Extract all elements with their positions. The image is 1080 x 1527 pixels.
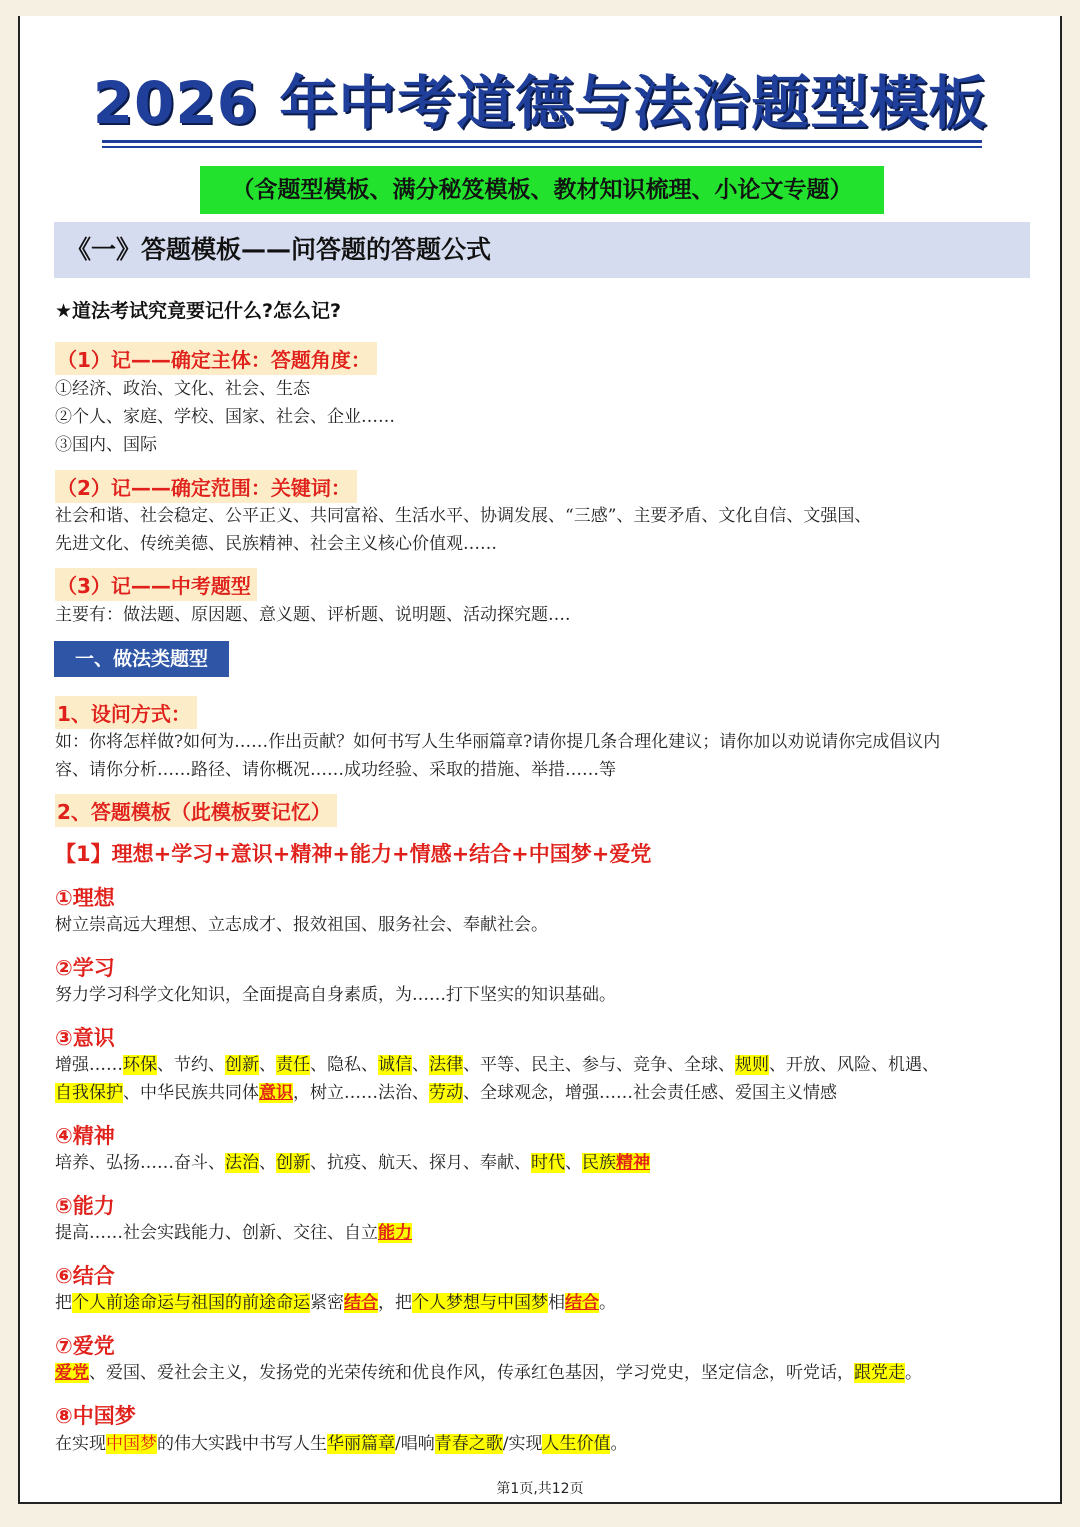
item-xuexi-head: ②学习 bbox=[55, 956, 115, 980]
text-seg: 、抗疫、航天、探月、奉献、 bbox=[310, 1153, 531, 1173]
item-zhongguomeng-line bbox=[55, 1430, 627, 1458]
item-yishi-head: ③意识 bbox=[55, 1026, 115, 1050]
text-seg: ，树立……法治、 bbox=[293, 1083, 429, 1103]
highlight-seg: 华丽篇章 bbox=[327, 1434, 395, 1454]
title-underline-2 bbox=[102, 146, 982, 148]
text-seg: 相 bbox=[548, 1293, 565, 1313]
page-footer: 第1页,共12页 bbox=[496, 1481, 584, 1497]
text-seg: /唱响 bbox=[395, 1434, 435, 1454]
p2-line-1: 社会和谐、社会稳定、公平正义、共同富裕、生活水平、协调发展、“三感”、主要矛盾、文化自信、文强国、 bbox=[55, 506, 872, 526]
text-seg: 、 bbox=[259, 1153, 276, 1173]
item-lixiang-head: ①理想 bbox=[55, 886, 115, 910]
ask-heading: 1、设问方式： bbox=[55, 696, 197, 729]
text-seg: 、平等、民主、参与、竞争、全球、 bbox=[463, 1055, 735, 1075]
item-jingshen-line bbox=[55, 1149, 650, 1177]
p1-line-1: ①经济、政治、文化、社会、生态 bbox=[55, 379, 310, 399]
text-seg: ，把 bbox=[378, 1293, 412, 1313]
item-jiehe-head: ⑥结合 bbox=[55, 1264, 115, 1288]
item-jiehe-line bbox=[55, 1289, 616, 1317]
text-seg: 。 bbox=[610, 1434, 628, 1454]
text-seg: 、 bbox=[259, 1055, 276, 1075]
p1-heading-wrap bbox=[55, 342, 377, 375]
item-lixiang-text: 树立崇高远大理想、立志成才、报效祖国、服务社会、奉献社会。 bbox=[55, 915, 548, 935]
p3-heading: （3）记——中考题型 bbox=[55, 568, 257, 601]
red-highlight-seg: 能力 bbox=[378, 1223, 412, 1243]
tpl-heading-wrap bbox=[55, 794, 337, 827]
text-seg: 、节约、 bbox=[157, 1055, 225, 1075]
text-seg: /实现 bbox=[502, 1434, 543, 1454]
highlight-seg: 青春之歌 bbox=[434, 1434, 503, 1454]
highlight-seg: 时代 bbox=[531, 1153, 565, 1173]
highlight-seg: 中国梦 bbox=[106, 1434, 157, 1454]
p2-heading-wrap bbox=[55, 470, 357, 503]
red-highlight-seg: 爱党 bbox=[55, 1363, 89, 1383]
section-banner: 《一》答题模板——问答题的答题公式 bbox=[54, 222, 1030, 278]
p1-heading: （1）记——确定主体：答题角度： bbox=[55, 342, 377, 375]
page-title: 2026 年中考道德与法治题型模板 bbox=[92, 69, 988, 137]
question-type-tag: 一、做法类题型 bbox=[54, 641, 229, 677]
p3-line: 主要有：做法题、原因题、意义题、评析题、说明题、活动探究题…. bbox=[55, 605, 571, 625]
subtitle-banner: （含题型模板、满分秘笈模板、教材知识梳理、小论文专题） bbox=[200, 166, 884, 214]
ask-line-1: 如：你将怎样做?如何为……作出贡献？如何书写人生华丽篇章?请你提几条合理化建议；请你加以劝说请你完成倡议内 bbox=[55, 732, 941, 752]
highlight-seg: 创新 bbox=[276, 1153, 310, 1173]
item-aidang-head: ⑦爱党 bbox=[55, 1334, 115, 1358]
item-zhongguomeng-head: ⑧中国梦 bbox=[55, 1404, 136, 1428]
highlight-seg: 法治 bbox=[225, 1153, 259, 1173]
red-highlight-seg: 结合 bbox=[565, 1293, 599, 1313]
ask-line-2: 容、请你分析……路径、请你概况……成功经验、采取的措施、举措……等 bbox=[55, 760, 616, 780]
document-page bbox=[18, 16, 1062, 1504]
p3-heading-wrap bbox=[55, 568, 257, 601]
text-seg: 、 bbox=[412, 1055, 429, 1075]
item-yishi-line-1 bbox=[55, 1051, 939, 1079]
text-seg: 把 bbox=[55, 1293, 72, 1313]
item-aidang-line bbox=[55, 1359, 922, 1387]
text-seg: 、全球观念，增强……社会责任感、爱国主义情感 bbox=[463, 1083, 837, 1103]
item-nengli-line bbox=[55, 1219, 412, 1247]
text-seg: 、 bbox=[565, 1153, 582, 1173]
highlight-seg: 劳动 bbox=[429, 1083, 463, 1103]
highlight-seg: 个人前途命运与祖国的前途命运 bbox=[72, 1293, 310, 1313]
highlight-seg: 责任 bbox=[276, 1055, 310, 1075]
text-seg: 在实现 bbox=[55, 1434, 106, 1454]
highlight-seg: 环保 bbox=[123, 1055, 157, 1075]
text-seg: 增强…… bbox=[55, 1055, 123, 1075]
highlight-seg: 自我保护 bbox=[55, 1083, 123, 1103]
text-seg: 、开放、风险、机遇、 bbox=[769, 1055, 939, 1075]
p1-line-2: ②个人、家庭、学校、国家、社会、企业…… bbox=[55, 407, 395, 427]
highlight-seg: 跟党走 bbox=[854, 1363, 905, 1383]
red-highlight-seg: 结合 bbox=[344, 1293, 378, 1313]
text-seg: 、爱国、爱社会主义，发扬党的光荣传统和优良作风，传承红色基因，学习党史，坚定信念，听党话， bbox=[89, 1363, 854, 1383]
text-seg: 。 bbox=[905, 1363, 922, 1383]
text-seg: 提高……社会实践能力、创新、交往、自立 bbox=[55, 1223, 378, 1243]
formula-line: 【1】理想+学习+意识+精神+能力+情感+结合+中国梦+爱党 bbox=[55, 842, 652, 866]
text-seg: 、中华民族共同体 bbox=[123, 1083, 259, 1103]
ask-heading-wrap bbox=[55, 696, 197, 729]
star-question: ★道法考试究竟要记什么?怎么记? bbox=[55, 300, 342, 322]
highlight-seg: 法律 bbox=[429, 1055, 463, 1075]
item-nengli-head: ⑤能力 bbox=[55, 1194, 115, 1218]
tpl-heading: 2、答题模板（此模板要记忆） bbox=[55, 794, 337, 827]
item-jingshen-head: ④精神 bbox=[55, 1124, 115, 1148]
highlight-seg: 诚信 bbox=[378, 1055, 412, 1075]
highlight-seg: 创新 bbox=[225, 1055, 259, 1075]
highlight-seg: 规则 bbox=[735, 1055, 769, 1075]
item-yishi-line-2 bbox=[55, 1079, 837, 1107]
text-seg: 、隐私、 bbox=[310, 1055, 378, 1075]
p2-heading: （2）记——确定范围：关键词： bbox=[55, 470, 357, 503]
highlight-seg: 个人梦想与中国梦 bbox=[412, 1293, 548, 1313]
red-highlight-seg: 精神 bbox=[616, 1153, 650, 1173]
text-seg: 紧密 bbox=[310, 1293, 344, 1313]
item-xuexi-text: 努力学习科学文化知识，全面提高自身素质，为……打下坚实的知识基础。 bbox=[55, 985, 616, 1005]
p2-line-2: 先进文化、传统美德、民族精神、社会主义核心价值观…… bbox=[55, 534, 497, 554]
p1-line-3: ③国内、国际 bbox=[55, 435, 157, 455]
text-seg: 的伟大实践中书写人生 bbox=[157, 1434, 327, 1454]
text-seg: 。 bbox=[599, 1293, 616, 1313]
red-highlight-seg: 意识 bbox=[259, 1083, 293, 1103]
highlight-seg: 人生价值 bbox=[542, 1434, 611, 1454]
title-underline bbox=[102, 140, 982, 143]
text-seg: 培养、弘扬……奋斗、 bbox=[55, 1153, 225, 1173]
highlight-seg: 民族 bbox=[582, 1153, 616, 1173]
